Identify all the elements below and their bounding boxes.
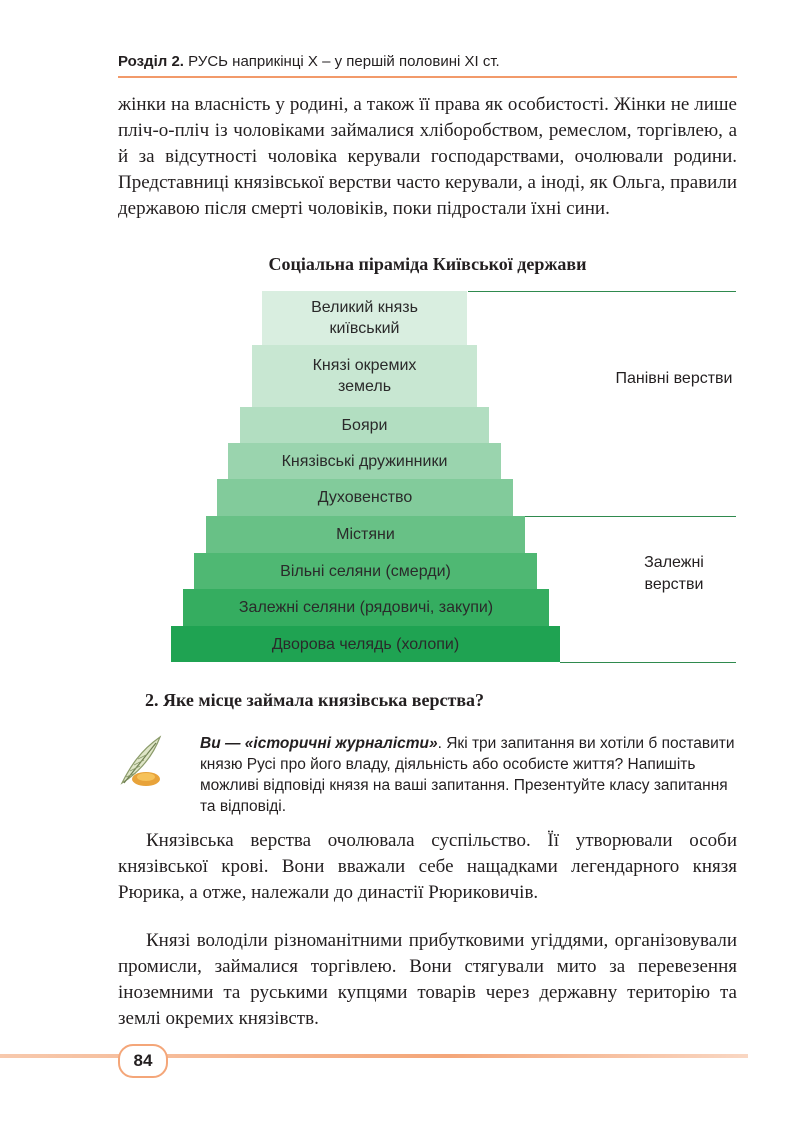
group-ruling-label: Панівні верстви [615, 370, 733, 387]
pyramid-level: Дворова челядь (холопи) [171, 626, 560, 662]
footer-divider [0, 1054, 748, 1058]
section-label: Розділ 2. [118, 53, 184, 70]
quill-icon [116, 733, 166, 789]
group-divider-top [468, 291, 736, 292]
pyramid-level: Вільні селяни (смерди) [194, 553, 537, 589]
group-divider-middle [525, 516, 736, 517]
paragraph-princely-class: Князівська верства очолювала суспільство. Її утворювали особи князівської крові. Вони вважали себе нащадками легендарного князя Рюрика, а отже, належали до династії Рюриковичів. [118, 830, 737, 903]
group-divider-bottom [560, 662, 736, 663]
running-header [118, 53, 737, 70]
pyramid-title: Соціальна піраміда Київської держави [268, 254, 587, 274]
task-box [200, 733, 740, 817]
pyramid-level: Князі окремих земель [252, 345, 477, 407]
page-number: 84 [118, 1044, 168, 1078]
paragraph-women-rights: жінки на власність у родині, а також її права як особистості. Жінки не лише пліч-о-пліч із чоловіками займалися хліборобством, ремеслом, торгівлею, а й за відсутності чоловіка керували господарствами, очолювали родини. Представниці князівської верстви часто керували, а іноді, як Ольга, правили державою після смерті чоловіків, поки підростали їхні сини. [118, 94, 737, 219]
pyramid-level: Залежні селяни (рядовичі, закупи) [183, 589, 549, 626]
paragraph-princes-income: Князі володіли різноманітними прибутковими угіддями, організовували промисли, займалися торгівлею. Вони стягували мито за перевезення іноземними та руськими купцями товарів через державну територію та землі окремих князівств. [118, 930, 737, 1029]
pyramid-level: Князівські дружинники [228, 443, 501, 479]
task-text: . Які три запитання ви хотіли б поставити князю Русі про його владу, діяльність або особисте життя? Напишіть можливі відповіді князя на ваші запитання. Презентуйте класу запитання та відповіді. [200, 735, 735, 815]
question-heading: 2. Яке місце займала князівська верства? [145, 690, 485, 710]
section-title: РУСЬ наприкінці X – у першій половині XI ст. [188, 53, 500, 70]
header-divider [118, 76, 737, 78]
pyramid-level: Духовенство [217, 479, 513, 516]
pyramid-level: Містяни [206, 516, 525, 553]
group-dependent-label: Залежні верстви [644, 554, 704, 593]
pyramid-level: Великий князь київський [262, 291, 467, 345]
pyramid-level: Бояри [240, 407, 489, 443]
task-lead: Ви — «історичні журналісти» [200, 735, 438, 752]
